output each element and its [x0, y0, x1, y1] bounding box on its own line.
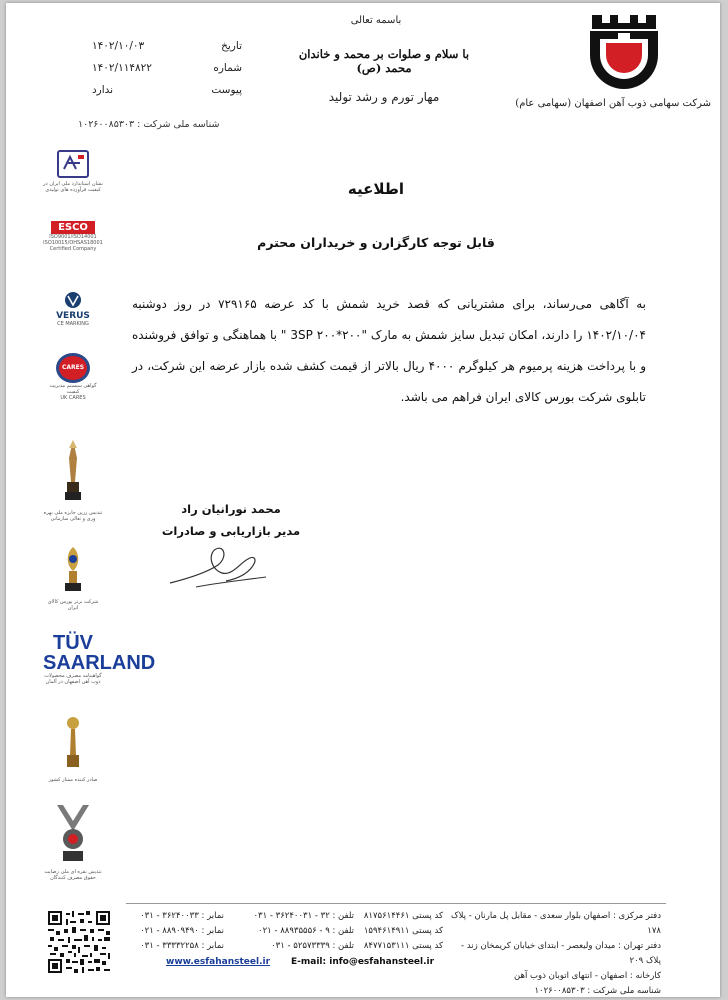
website-link[interactable]: www.esfahansteel.ir — [166, 957, 271, 967]
letter-page — [6, 3, 720, 997]
handwritten-signature — [166, 539, 276, 591]
tehran-office-address: دفتر تهران : میدان ولیعصر - ابتدای خیابان کریمخان زند - پلاک ۲۰۹ — [461, 941, 661, 966]
exporter-award-badge — [43, 715, 103, 783]
verus-logo-text: VERUS — [56, 311, 90, 321]
number-value: ۱۴۰۲/۱۱۴۸۲۲ — [92, 62, 152, 74]
exporter-trophy-icon — [63, 715, 83, 775]
consumer-rights-badge — [43, 801, 103, 881]
cares-badge — [43, 353, 103, 401]
commodity-exchange-badge — [43, 545, 103, 611]
verus-line-1: CE MARKING — [57, 321, 89, 327]
year-slogan: مهار تورم و رشد تولید — [328, 90, 440, 104]
commodity-exchange-label: شرکت برتر بورس کالای ایران — [47, 599, 99, 611]
attachment-row — [92, 79, 242, 101]
company-name: شرکت سهامی ذوب آهن اصفهان (سهامی عام) — [515, 98, 711, 109]
cares-line-1: گواهی سیستم مدیریت کیفیت — [49, 383, 97, 395]
date-row — [92, 35, 242, 57]
signer-name: محمد نورانیان راد — [181, 502, 281, 516]
notice-body: به آگاهی می‌رساند، برای مشتریانی که قصد خرید شمش با کد عرضه ۷۲۹۱۶۵ در روز دوشنبه ۱۴۰۲/۱۰/۰۴ را دارند، امکان تبدیل سایز شمش به مارک "۲۰۰*۲۰۰ 3SP " با هماهنگی و توافق فروشنده و با پرداخت هزینه پرمیوم هر کیلوگرم ۴۰۰۰ ریال بالاتر از قیمت کشف شده بازار عرضه این شرکت، در تابلوی شرکت بورس کالای ایران فراهم می باشد. — [132, 297, 646, 404]
iran-standard-badge — [43, 149, 103, 193]
consumer-trophy-icon — [53, 801, 93, 867]
trophy-icon — [63, 438, 83, 508]
letter-meta — [92, 35, 242, 101]
cares-line-2: UK CARES — [60, 395, 86, 401]
cares-logo: CARES — [56, 353, 90, 383]
salawat-line: با سلام و صلوات بر محمد و خاندان محمد (ص) — [298, 47, 470, 75]
postal-code-tehran: کد پستی ۱۵۹۴۶۱۴۹۱۱ — [363, 926, 443, 936]
exchange-trophy-icon — [62, 545, 84, 597]
esfahan-steel-logo — [584, 11, 664, 95]
footer-phones — [226, 909, 354, 954]
tuv-logo: TÜV SAARLAND — [43, 632, 156, 674]
esco-badge — [43, 221, 103, 252]
tuv-line-1: گواهینامه مصرف محصولات ذوب آهن اصفهان در آلمان — [44, 673, 102, 685]
verus-globe-icon — [63, 291, 83, 309]
footer-divider — [126, 903, 666, 904]
iran-standard-icon — [56, 149, 90, 179]
number-row — [92, 57, 242, 79]
esco-line-2: ISO10015/OHSAS18001 — [43, 240, 103, 246]
consumer-rights-label: تندیس نقره ای ملی رضایت حقوق مصرف کنندگان — [44, 869, 102, 881]
basmala: باسمه تعالی — [350, 15, 402, 26]
fax-factory: نمابر : ۳۳۳۳۲۲۵۸ - ۰۳۱ — [140, 941, 224, 951]
date-value: ۱۴۰۲/۱۰/۰۳ — [92, 40, 145, 52]
number-label: شماره — [213, 62, 242, 74]
footer-faxes — [116, 909, 224, 954]
qr-code-icon — [46, 909, 112, 975]
productivity-award-badge — [43, 438, 103, 522]
notice-subtitle: قابل توجه کارگزارن و خریداران محترم — [257, 235, 495, 250]
phone-tehran: تلفن : ۹ - ۸۸۹۳۵۵۵۶ - ۰۲۱ — [258, 926, 354, 936]
esco-logo: ESCO — [51, 221, 95, 234]
fax-tehran: نمابر : ۸۸۹۰۹۴۹۰ - ۰۲۱ — [140, 926, 224, 936]
phone-central: تلفن : ۳۲ - ۳۶۲۴۰۰۳۱ - ۰۳۱ — [253, 911, 354, 921]
esco-line-1: ISO9001/ISO14001 — [49, 234, 97, 240]
email-link[interactable]: E-mail: info@esfahansteel.ir — [291, 957, 435, 967]
attachment-value: ندارد — [92, 84, 114, 96]
national-id: شناسه ملی شرکت : ۱۰۲۶۰۰۸۵۳۰۳ — [78, 119, 220, 130]
productivity-award-label: تندیس زرین جایزه ملی بهره وری و تعالی سازمانی — [43, 510, 103, 522]
footer-addresses — [446, 909, 661, 997]
factory-address: کارخانه : اصفهان - انتهای اتوبان ذوب آهن — [514, 971, 661, 981]
iran-standard-label: نشان استاندارد ملی ایران در کیفیت فرآورده های تولیدی — [43, 181, 103, 193]
postal-code-factory: کد پستی ۸۴۷۷۱۵۳۱۱۱ — [363, 941, 443, 951]
fax-central: نمابر : ۳۶۲۴۰۰۳۳ - ۰۳۱ — [140, 911, 224, 921]
central-office-address: دفتر مرکزی : اصفهان بلوار سعدی - مقابل پل مارنان - پلاک ۱۷۸ — [451, 911, 661, 936]
exporter-award-label: صادر کننده ممتاز کشور — [48, 777, 98, 783]
attachment-label: پیوست — [211, 84, 242, 96]
notice-title: اطلاعیه — [347, 180, 405, 198]
footer-national-id: شناسه ملی شرکت : ۱۰۲۶۰۰۸۵۳۰۳ — [534, 986, 661, 996]
signer-title: مدیر بازاریابی و صادرات — [161, 524, 301, 538]
footer-postal-codes — [361, 909, 443, 954]
postal-code-central: کد پستی ۸۱۷۵۶۱۴۴۶۱ — [363, 911, 443, 921]
phone-factory: تلفن : ۵۲۵۷۳۳۳۹ - ۰۳۱ — [271, 941, 354, 951]
date-label: تاریخ — [221, 40, 242, 52]
esco-line-3: Certified Company — [49, 246, 97, 252]
verus-badge — [43, 291, 103, 327]
tuv-badge — [43, 632, 156, 685]
